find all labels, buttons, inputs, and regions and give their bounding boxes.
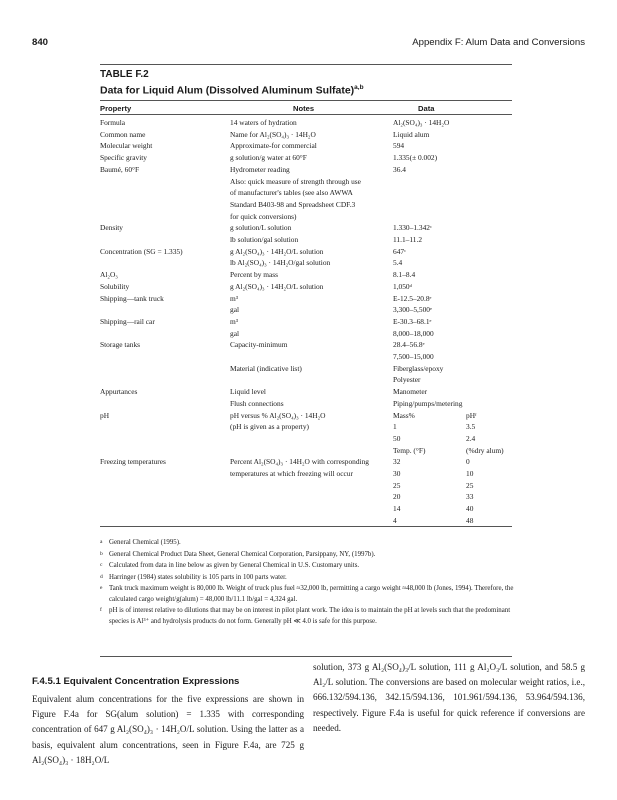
table-cell-notes: g solution/L solution [230, 223, 292, 233]
footnote-mark: f [100, 607, 102, 613]
table-cell-notes: temperatures at which freezing will occur [230, 469, 353, 478]
table-cell-property: Al₂O₃ [100, 270, 118, 280]
table-cell-data: Polyester [393, 375, 421, 385]
table-cell-data: 25 [393, 480, 401, 490]
table-cell-data: 30 [393, 469, 401, 478]
footnote-mark: e [100, 585, 103, 591]
table-cell-data: Temp. (°F) [393, 445, 426, 455]
table-cell-data: 4 [393, 515, 397, 525]
table-cell-property: Common name [100, 129, 146, 139]
footnote-text: General Chemical (1995). [109, 539, 181, 546]
table-cell-property: Molecular weight [100, 141, 153, 151]
table-cell-notes: Percent by mass [230, 270, 279, 280]
table-cell-notes: pH versus % Al₂(SO₄)₃ · 14H₂O [230, 410, 326, 420]
table-cell-data: (%dry alum) [466, 445, 504, 455]
footnote-text: Tank truck maximum weight is 80,000 lb. Weight of truck plus fuel ≈32,000 lb, permitting a cargo weight ≈48,000 lb (Jones, 1994). Therefore, the calculated cargo weight/g(alum) = 48,000 lb/11.1 lb/gal = 4,324 gal. [109, 585, 514, 603]
table-cell-data: Piping/pumps/metering [393, 398, 463, 408]
footnote-mark: b [100, 550, 103, 557]
running-title: Appendix F: Alum Data and Conversions [412, 37, 585, 48]
table-cell-data: Liquid alum [393, 129, 430, 139]
footnote-mark: a [100, 539, 103, 545]
table-cell-data: Al₂(SO₄)₃ · 14H₂O [393, 118, 450, 127]
table-cell-data: 5.4 [393, 258, 403, 268]
body-text-right: solution, 373 g Al₂(SO₄)₃/L solution, 111 g Al₂O₃/L solution, and 58.5 g Al₂/L solution. The conversions are based on molecular weight ratios, i.e., 666.132/594.136, 342.15/594.136, 101.961/594.136, 53.964/594.136, respectively. Figure F.4a is useful for quick reference if conversions are needed. [313, 662, 585, 733]
table-cell-property: Formula [100, 118, 126, 127]
table-cell-data: 48 [466, 515, 474, 525]
table-title: Data for Liquid Alum (Dissolved Aluminum Sulfate)$^{a,b}$ [100, 84, 364, 97]
table-cell-data: 8,000–18,000 [393, 328, 434, 338]
table-cell-data: 3,300–5,500ᵉ [393, 305, 432, 315]
table-cell-data: 1.335(± 0.002) [393, 153, 438, 163]
table-cell-notes: g solution/g water at 60°F [230, 153, 307, 163]
table-cell-data: pHᶠ [466, 410, 477, 420]
footnote [100, 573, 514, 584]
table-cell-data: 50 [393, 433, 401, 443]
table-cell-data: 2.4 [466, 433, 476, 443]
page-number: 840 [32, 37, 49, 48]
table-cell-notes: 14 waters of hydration [230, 118, 297, 127]
table-cell-data: 14 [393, 504, 401, 514]
footnote-mark: d [100, 573, 103, 580]
footnote-mark: c [100, 562, 103, 568]
table-cell-data: 40 [466, 504, 474, 514]
table-title-marks: a,b [354, 84, 364, 91]
table-cell-data: 32 [393, 457, 401, 467]
table-cell-notes: Flush connections [230, 398, 284, 408]
table-cell-property: Concentration (SG = 1.335) [100, 246, 183, 256]
table-cell-notes: m³ [230, 316, 238, 326]
table-cell-notes: Liquid level [230, 387, 266, 397]
table-cell-notes: gal [230, 328, 240, 338]
table-cell-notes: lb Al₂(SO₄)₃ · 14H₂O/gal solution [230, 258, 331, 268]
footnote-text: General Chemical Product Data Sheet, General Chemical Corporation, Parsippany, NY, (1997b). [109, 550, 376, 558]
footnote-text: Calculated from data in line below as given by General Chemical in U.S. Customary units. [109, 562, 360, 569]
footnote-text: Harringer (1984) states solubility is 105 parts in 100 parts water. [109, 573, 287, 581]
table-cell-notes: g Al₂(SO₄)₃ · 14H₂O/L solution [230, 281, 324, 291]
column-header-property: Property [100, 104, 132, 113]
table-cell-data: Mass% [393, 410, 415, 420]
column-header-data: Data [418, 104, 435, 113]
body-text-left: Equivalent alum concentrations for the five expressions are shown in Figure F.4a for SG(alum solution) = 1.335 with corresponding concentration of 647 g Al₂(SO₄)₃ · 14H₂O/L solution. Using the latter as a basis, equivalent alum concentrations, seen in Figure F.4a, are 725 g Al₂(SO₄)₃ · 18H₂O/L [32, 694, 304, 765]
table-cell-property: Storage tanks [100, 340, 141, 350]
table-cell-notes: of manufacturer's tables (see also AWWA [230, 188, 353, 198]
table-cell-data: 1 [393, 422, 397, 432]
table-cell-data: Fiberglass/epoxy [393, 363, 444, 373]
table-cell-notes: Hydrometer reading [230, 164, 290, 174]
table-cell-data: 0 [466, 457, 470, 467]
table-cell-data: 594 [393, 141, 405, 151]
table-cell-data: 10 [466, 469, 474, 478]
table-cell-notes: gal [230, 305, 240, 315]
table-cell-property: Appurtances [100, 387, 138, 397]
table-cell-notes: Capacity-minimum [230, 340, 288, 350]
table-cell-data: 1,050ᵈ [393, 281, 412, 291]
table-cell-notes: Standard B403-98 and Spreadsheet CDF.3 [230, 199, 356, 209]
table-cell-data: 36.4 [393, 164, 406, 174]
table-cell-data: 20 [393, 492, 401, 502]
table-cell-property: Specific gravity [100, 153, 147, 163]
table-cell-notes: Name for Al₂(SO₄)₃ · 14H₂O [230, 129, 316, 139]
table-label: TABLE F.2 [100, 69, 149, 80]
table-cell-notes: Material (indicative list) [230, 363, 302, 373]
table-cell-data: 647ᶜ [393, 246, 406, 256]
footnote [100, 550, 514, 561]
footnote [100, 584, 514, 605]
footnote [100, 538, 514, 549]
footnote [100, 561, 514, 572]
footnote-text: pH is of interest relative to dilutions that may be on interest in pilot plant work. The idea is to maintain the pH at levels such that the predominant species is Al³⁺ and hydrolysis products do not form. Generally pH ≪ 4.0 is safe for this purpose. [109, 607, 511, 625]
table-cell-data: 7,500–15,000 [393, 352, 434, 361]
table-cell-notes: m³ [230, 293, 238, 303]
table-cell-data: E-12.5–20.8ᵉ [393, 293, 432, 303]
table-cell-notes: Percent Al₂(SO₄)₃ · 14H₂O with corresponding [230, 457, 370, 467]
table-cell-notes: g Al₂(SO₄)₃ · 14H₂O/L solution [230, 246, 324, 256]
column-header-notes: Notes [293, 104, 315, 113]
table-cell-notes: lb solution/gal solution [230, 235, 299, 244]
table-cell-data: 3.5 [466, 422, 476, 432]
table-cell-notes: for quick conversions) [230, 211, 297, 221]
table-cell-data: 1.330–1.342ᶜ [393, 223, 432, 233]
footnotes-bottom-rule [100, 656, 512, 657]
table-bottom-rule [100, 526, 512, 527]
table-cell-property: Solubility [100, 281, 130, 291]
section-heading: F.4.5.1 Equivalent Concentration Expressions [32, 676, 240, 687]
table-cell-property: Shipping—rail car [100, 316, 155, 326]
table-cell-data: 25 [466, 480, 474, 490]
table-cell-property: Freezing temperatures [100, 457, 166, 467]
table-cell-notes: (pH is given as a property) [230, 422, 310, 432]
table-cell-data: 33 [466, 492, 474, 502]
table-cell-property: Density [100, 223, 123, 233]
table-cell-notes: Also: quick measure of strength through use [230, 176, 361, 186]
table-cell-property: pH [100, 410, 110, 420]
table-cell-data: E-30.3–68.1ᵉ [393, 316, 432, 326]
table-cell-data: 28.4–56.8ᵉ [393, 340, 425, 350]
table-cell-property: Baumé, 60°F [100, 164, 140, 174]
table-cell-data: 11.1–11.2 [393, 235, 423, 244]
table-cell-data: Manometer [393, 387, 428, 397]
table-cell-notes: Approximate-for commercial [230, 141, 317, 151]
table-cell-data: 8.1–8.4 [393, 270, 416, 280]
table-cell-property: Shipping—tank truck [100, 293, 164, 303]
footnote [100, 606, 514, 627]
